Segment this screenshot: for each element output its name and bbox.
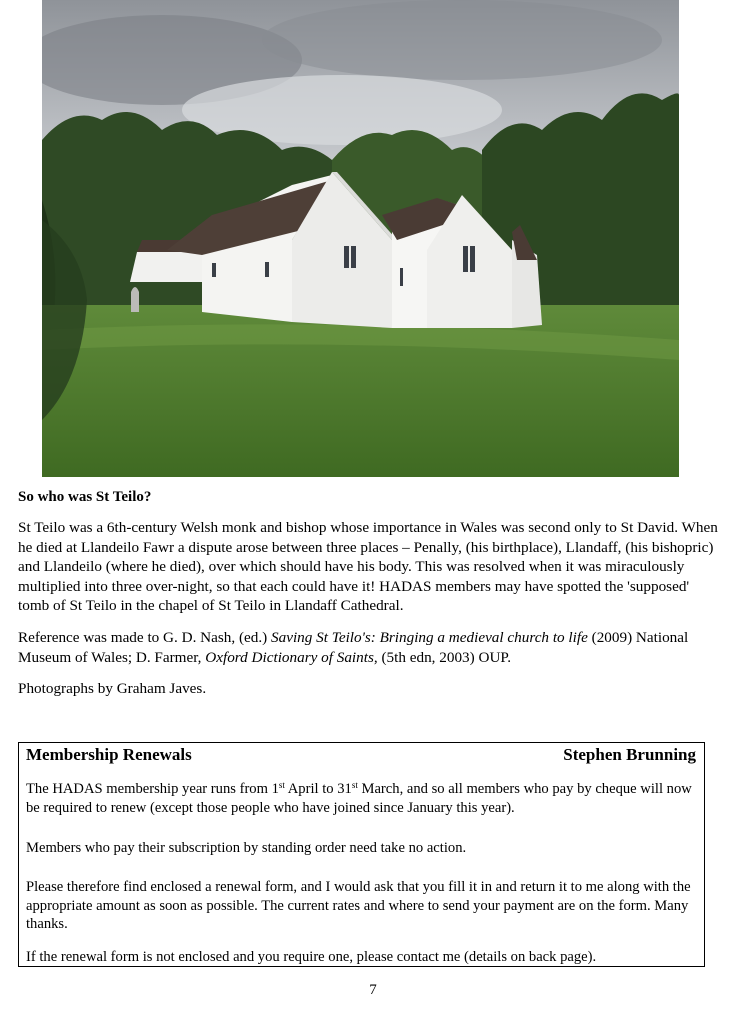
membership-paragraph-1 <box>26 780 696 817</box>
reference-paragraph <box>18 628 718 667</box>
reference-text: Reference was made to G. D. Nash, (ed.) <box>18 629 272 646</box>
membership-title: Membership Renewals <box>26 745 192 764</box>
membership-text: March, and so all members who pay by cheque will now be required to renew (except those people who have joined since January this year). <box>26 781 692 816</box>
section-heading: So who was St Teilo? <box>18 489 152 505</box>
membership-header <box>26 744 696 766</box>
membership-paragraph-4: If the renewal form is not enclosed and you require one, please contact me (details on back page). <box>26 949 597 965</box>
reference-text: (2009) National Museum of Wales; D. Farmer, <box>18 629 689 666</box>
membership-paragraph-3: Please therefore find enclosed a renewal form, and I would ask that you fill it in and return it to me along with the appropriate amount as soon as possible. The current rates and where to send your payment are on the form. Many thanks. <box>26 879 691 932</box>
superscript: st <box>278 780 285 790</box>
membership-author: Stephen Brunning <box>563 745 696 764</box>
reference-text: , (5th edn, 2003) OUP. <box>373 648 511 666</box>
reference-book-title: Saving St Teilo's: Bringing a medieval church to life <box>271 629 588 646</box>
superscript: st <box>351 780 358 790</box>
church-photo <box>42 0 679 477</box>
teilo-paragraph: St Teilo was a 6th-century Welsh monk and bishop whose importance in Wales was second only to St David. When he died at Llandeilo Fawr a dispute arose between three places – Penally, (his birthplace), Llandaff, (his bishopric) and Llandeilo (where he died), over which should have his body. This was resolved when it was miraculously multiplied into three over-night, so that each could have it! HADAS members may have spotted the 'supposed' tomb of St Teilo in the chapel of St Teilo in Llandaff Cathedral. <box>18 519 718 614</box>
page-number: 7 <box>369 982 377 998</box>
membership-text: April to 31 <box>284 781 352 797</box>
membership-text: The HADAS membership year runs from 1 <box>26 781 279 797</box>
membership-paragraph-2: Members who pay their subscription by standing order need take no action. <box>26 840 467 856</box>
reference-dictionary-title: Oxford Dictionary of Saints <box>205 648 374 666</box>
photo-credit: Photographs by Graham Javes. <box>18 680 207 697</box>
membership-box <box>18 742 705 967</box>
